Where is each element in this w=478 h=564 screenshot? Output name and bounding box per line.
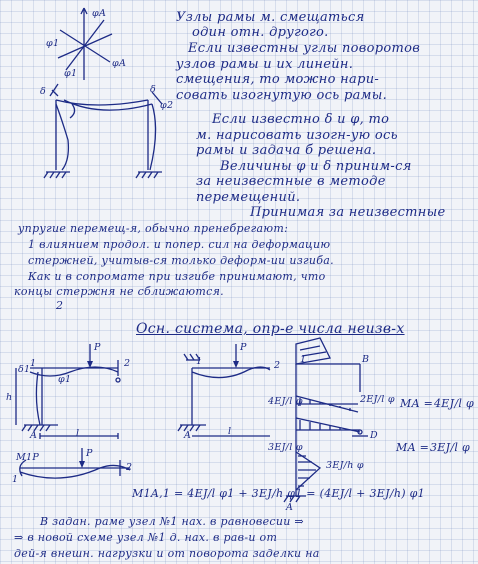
frame-scheme-right xyxy=(284,338,368,502)
text-line: Если известны углы поворотов xyxy=(188,41,421,56)
moment-value: 4EJ/l φ xyxy=(268,396,303,407)
deformed-frame-sketch xyxy=(44,84,162,178)
text-line: узлов рамы и их линейн. xyxy=(176,57,354,72)
text-line: м. нарисовать изогн-ую ось xyxy=(196,128,398,143)
list-number: 2 xyxy=(56,299,64,312)
node-label: 2 xyxy=(126,462,133,473)
load-label: P xyxy=(86,448,93,459)
text-line: за неизвестные в методе xyxy=(196,174,386,189)
dim-label: l xyxy=(228,426,232,437)
text-line: стержней, учитыв-ся только деформ-ии изгиба. xyxy=(28,254,334,267)
formula-ma2-rhs: 3EJ/l φ xyxy=(430,441,470,454)
support-label: A xyxy=(30,430,38,441)
node-label: 1 xyxy=(196,356,203,367)
text-line: В задан. раме узел №1 нах. в равновесии ⇒ xyxy=(40,515,304,528)
label-phi-a: φA xyxy=(92,8,107,19)
text-line: совать изогнутую ось рамы. xyxy=(176,88,388,103)
formula-ma-rhs: 4EJ/l φ xyxy=(434,397,474,410)
label-phi-2: φ2 xyxy=(160,100,174,111)
text-line: один отн. другого. xyxy=(192,25,329,40)
label-delta: δ xyxy=(40,86,47,97)
node-label: 1 xyxy=(12,474,19,485)
text-line: Узлы рамы м. смещаться xyxy=(176,10,365,25)
support-label: A xyxy=(286,502,294,513)
moment-value: 2EJ/l φ xyxy=(360,394,395,405)
node-label: 1 xyxy=(300,354,307,365)
label-phi-a-2: φA xyxy=(112,58,127,69)
moment-value: 3EJ/l φ xyxy=(268,442,303,453)
text-line: упругие перемещ-я, обычно пренебрегают: xyxy=(18,222,289,235)
node-label: B xyxy=(362,354,370,365)
label-phi-1-2: φ1 xyxy=(64,68,78,79)
node-label: 1 xyxy=(30,358,37,369)
text-line: 1 влиянием продол. и попер. сил на деформацию xyxy=(28,238,331,251)
text-line: Как и в сопромате при изгибе принимают, что xyxy=(28,270,326,283)
text-line: концы стержня не сближаются. xyxy=(14,285,224,298)
moment-label: M1P xyxy=(16,452,40,463)
text-line: дей-я внешн. нагрузки и от поворота заделки на xyxy=(14,547,320,560)
rotation-label: φ1 xyxy=(58,374,72,385)
node-label: D xyxy=(370,430,378,441)
frame-scheme-middle xyxy=(178,344,270,436)
formula-moment-sum: M1A,1 = 4EJ/l φ1 + 3EJ/h φ1 = (4EJ/l + 3EJ/h) φ1 xyxy=(132,487,425,500)
formula-ma2-lhs: MA = xyxy=(396,441,430,454)
load-label: P xyxy=(94,342,101,353)
text-line: Если известно δ и φ, то xyxy=(212,112,390,127)
node-label: 2 xyxy=(274,360,281,371)
text-line: ⇒ в новой схеме узел №1 д. нах. в рав-и от xyxy=(14,531,278,544)
label-phi-1: φ1 xyxy=(46,38,60,49)
support-label: A xyxy=(184,430,192,441)
displacement-label: δ1 xyxy=(18,364,31,375)
load-label: P xyxy=(240,342,247,353)
section-heading: Осн. система, опр-е числа неизв-х xyxy=(136,321,405,337)
text-line: Принимая за неизвестные xyxy=(250,205,446,220)
dim-label: l xyxy=(76,428,80,439)
text-line: Величины φ и δ приним-ся xyxy=(220,159,412,174)
moment-value: 3EJ/h φ xyxy=(326,460,364,471)
text-line: рамы и задача б решена. xyxy=(196,143,377,158)
dim-label: h xyxy=(6,392,13,403)
text-line: смещения, то можно нари- xyxy=(176,72,380,87)
node-label: 2 xyxy=(124,358,131,369)
formula-ma-lhs: MA = xyxy=(400,397,434,410)
label-delta-2: δ xyxy=(150,84,157,95)
text-line: перемещений. xyxy=(196,190,301,205)
